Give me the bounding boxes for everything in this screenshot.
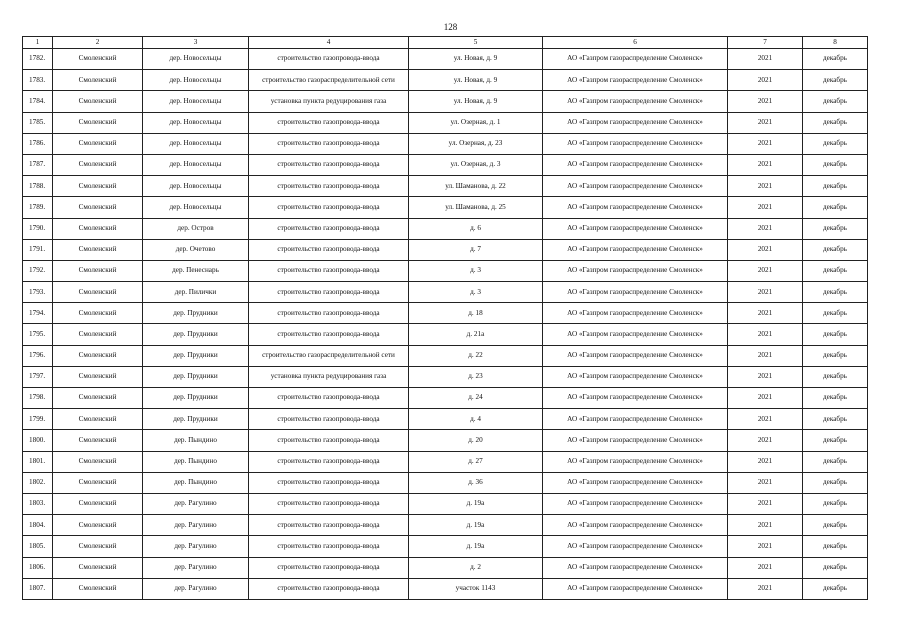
district-cell: Смоленский xyxy=(53,91,143,112)
year-cell: 2021 xyxy=(728,536,803,557)
table-row xyxy=(23,176,868,197)
address-cell: д. 20 xyxy=(409,430,543,451)
year-cell: 2021 xyxy=(728,557,803,578)
month-cell: декабрь xyxy=(803,536,868,557)
year-cell: 2021 xyxy=(728,472,803,493)
address-cell: ул. Озерная, д. 1 xyxy=(409,112,543,133)
table-row xyxy=(23,409,868,430)
district-cell: Смоленский xyxy=(53,133,143,154)
district-cell: Смоленский xyxy=(53,112,143,133)
district-cell: Смоленский xyxy=(53,303,143,324)
organization-cell: АО «Газпром газораспределение Смоленск» xyxy=(543,133,728,154)
district-cell: Смоленский xyxy=(53,282,143,303)
row-number-cell: 1789. xyxy=(23,197,53,218)
table-row xyxy=(23,472,868,493)
organization-cell: АО «Газпром газораспределение Смоленск» xyxy=(543,324,728,345)
year-cell: 2021 xyxy=(728,515,803,536)
row-number-cell: 1801. xyxy=(23,451,53,472)
address-cell: д. 22 xyxy=(409,345,543,366)
row-number-cell: 1798. xyxy=(23,388,53,409)
row-number-cell: 1784. xyxy=(23,91,53,112)
month-cell: декабрь xyxy=(803,366,868,387)
month-cell: декабрь xyxy=(803,112,868,133)
year-cell: 2021 xyxy=(728,239,803,260)
organization-cell: АО «Газпром газораспределение Смоленск» xyxy=(543,345,728,366)
table-row xyxy=(23,366,868,387)
year-cell: 2021 xyxy=(728,49,803,70)
settlement-cell: дер. Пилички xyxy=(143,282,249,303)
organization-cell: АО «Газпром газораспределение Смоленск» xyxy=(543,409,728,430)
organization-cell: АО «Газпром газораспределение Смоленск» xyxy=(543,282,728,303)
work-type-cell: строительство газопровода-ввода xyxy=(249,197,409,218)
work-type-cell: строительство газопровода-ввода xyxy=(249,282,409,303)
row-number-cell: 1794. xyxy=(23,303,53,324)
year-cell: 2021 xyxy=(728,176,803,197)
month-cell: декабрь xyxy=(803,345,868,366)
district-cell: Смоленский xyxy=(53,70,143,91)
settlement-cell: дер. Пындино xyxy=(143,451,249,472)
organization-cell: АО «Газпром газораспределение Смоленск» xyxy=(543,112,728,133)
settlement-cell: дер. Остров xyxy=(143,218,249,239)
organization-cell: АО «Газпром газораспределение Смоленск» xyxy=(543,578,728,599)
address-cell: ул. Шаманова, д. 25 xyxy=(409,197,543,218)
organization-cell: АО «Газпром газораспределение Смоленск» xyxy=(543,388,728,409)
work-type-cell: строительство газопровода-ввода xyxy=(249,239,409,260)
address-cell: участок 1143 xyxy=(409,578,543,599)
year-cell: 2021 xyxy=(728,218,803,239)
month-cell: декабрь xyxy=(803,91,868,112)
work-type-cell: строительство газопровода-ввода xyxy=(249,154,409,175)
table-row xyxy=(23,578,868,599)
month-cell: декабрь xyxy=(803,409,868,430)
row-number-cell: 1806. xyxy=(23,557,53,578)
table-row xyxy=(23,345,868,366)
month-cell: декабрь xyxy=(803,557,868,578)
work-type-cell: строительство газопровода-ввода xyxy=(249,112,409,133)
organization-cell: АО «Газпром газораспределение Смоленск» xyxy=(543,366,728,387)
settlement-cell: дер. Пенеснарь xyxy=(143,260,249,281)
page-number: 128 xyxy=(443,22,458,32)
organization-cell: АО «Газпром газораспределение Смоленск» xyxy=(543,70,728,91)
address-cell: д. 7 xyxy=(409,239,543,260)
work-type-cell: строительство газопровода-ввода xyxy=(249,451,409,472)
work-type-cell: строительство газопровода-ввода xyxy=(249,409,409,430)
year-cell: 2021 xyxy=(728,154,803,175)
address-cell: ул. Новая, д. 9 xyxy=(409,91,543,112)
address-cell: ул. Озерная, д. 23 xyxy=(409,133,543,154)
district-cell: Смоленский xyxy=(53,345,143,366)
table-row xyxy=(23,388,868,409)
organization-cell: АО «Газпром газораспределение Смоленск» xyxy=(543,493,728,514)
month-cell: декабрь xyxy=(803,218,868,239)
settlement-cell: дер. Новосельцы xyxy=(143,91,249,112)
settlement-cell: дер. Пындино xyxy=(143,472,249,493)
address-cell: д. 21а xyxy=(409,324,543,345)
district-cell: Смоленский xyxy=(53,239,143,260)
address-cell: д. 3 xyxy=(409,282,543,303)
work-type-cell: установка пункта редуцирования газа xyxy=(249,366,409,387)
year-cell: 2021 xyxy=(728,303,803,324)
address-cell: ул. Новая, д. 9 xyxy=(409,70,543,91)
organization-cell: АО «Газпром газораспределение Смоленск» xyxy=(543,197,728,218)
month-cell: декабрь xyxy=(803,239,868,260)
organization-cell: АО «Газпром газораспределение Смоленск» xyxy=(543,91,728,112)
month-cell: декабрь xyxy=(803,324,868,345)
settlement-cell: дер. Прудники xyxy=(143,388,249,409)
table-row xyxy=(23,324,868,345)
month-cell: декабрь xyxy=(803,282,868,303)
year-cell: 2021 xyxy=(728,409,803,430)
row-number-cell: 1793. xyxy=(23,282,53,303)
month-cell: декабрь xyxy=(803,578,868,599)
settlement-cell: дер. Рагулино xyxy=(143,536,249,557)
table-header-row xyxy=(23,37,868,49)
settlement-cell: дер. Очетово xyxy=(143,239,249,260)
table-row xyxy=(23,197,868,218)
month-cell: декабрь xyxy=(803,493,868,514)
work-type-cell: строительство газопровода-ввода xyxy=(249,260,409,281)
organization-cell: АО «Газпром газораспределение Смоленск» xyxy=(543,49,728,70)
row-number-cell: 1782. xyxy=(23,49,53,70)
table-body xyxy=(23,37,868,600)
table-row xyxy=(23,154,868,175)
column-header-5: 5 xyxy=(409,37,543,49)
year-cell: 2021 xyxy=(728,70,803,91)
address-cell: д. 19а xyxy=(409,536,543,557)
row-number-cell: 1804. xyxy=(23,515,53,536)
organization-cell: АО «Газпром газораспределение Смоленск» xyxy=(543,239,728,260)
work-type-cell: строительство газопровода-ввода xyxy=(249,218,409,239)
table-row xyxy=(23,282,868,303)
row-number-cell: 1783. xyxy=(23,70,53,91)
year-cell: 2021 xyxy=(728,112,803,133)
year-cell: 2021 xyxy=(728,133,803,154)
address-cell: д. 27 xyxy=(409,451,543,472)
address-cell: ул. Озерная, д. 3 xyxy=(409,154,543,175)
table-row xyxy=(23,260,868,281)
table-row xyxy=(23,430,868,451)
organization-cell: АО «Газпром газораспределение Смоленск» xyxy=(543,557,728,578)
organization-cell: АО «Газпром газораспределение Смоленск» xyxy=(543,430,728,451)
month-cell: декабрь xyxy=(803,472,868,493)
address-cell: д. 3 xyxy=(409,260,543,281)
month-cell: декабрь xyxy=(803,430,868,451)
district-cell: Смоленский xyxy=(53,515,143,536)
year-cell: 2021 xyxy=(728,197,803,218)
settlement-cell: дер. Рагулино xyxy=(143,578,249,599)
address-cell: ул. Новая, д. 9 xyxy=(409,49,543,70)
work-type-cell: строительство газопровода-ввода xyxy=(249,472,409,493)
work-type-cell: строительство газопровода-ввода xyxy=(249,557,409,578)
district-cell: Смоленский xyxy=(53,578,143,599)
month-cell: декабрь xyxy=(803,303,868,324)
district-cell: Смоленский xyxy=(53,430,143,451)
work-type-cell: строительство газопровода-ввода xyxy=(249,430,409,451)
row-number-cell: 1792. xyxy=(23,260,53,281)
settlement-cell: дер. Новосельцы xyxy=(143,49,249,70)
year-cell: 2021 xyxy=(728,388,803,409)
row-number-cell: 1807. xyxy=(23,578,53,599)
district-cell: Смоленский xyxy=(53,493,143,514)
settlement-cell: дер. Прудники xyxy=(143,409,249,430)
year-cell: 2021 xyxy=(728,260,803,281)
row-number-cell: 1785. xyxy=(23,112,53,133)
column-header-1: 1 xyxy=(23,37,53,49)
row-number-cell: 1787. xyxy=(23,154,53,175)
address-cell: д. 19а xyxy=(409,493,543,514)
district-cell: Смоленский xyxy=(53,218,143,239)
settlement-cell: дер. Новосельцы xyxy=(143,197,249,218)
table-row xyxy=(23,515,868,536)
column-header-6: 6 xyxy=(543,37,728,49)
settlement-cell: дер. Новосельцы xyxy=(143,133,249,154)
table-row xyxy=(23,303,868,324)
settlement-cell: дер. Новосельцы xyxy=(143,112,249,133)
address-cell: д. 19а xyxy=(409,515,543,536)
month-cell: декабрь xyxy=(803,176,868,197)
table-row xyxy=(23,557,868,578)
year-cell: 2021 xyxy=(728,493,803,514)
table-row xyxy=(23,70,868,91)
work-type-cell: строительство газораспределительной сети xyxy=(249,70,409,91)
month-cell: декабрь xyxy=(803,451,868,472)
year-cell: 2021 xyxy=(728,430,803,451)
month-cell: декабрь xyxy=(803,388,868,409)
table-row xyxy=(23,239,868,260)
month-cell: декабрь xyxy=(803,133,868,154)
work-type-cell: строительство газопровода-ввода xyxy=(249,515,409,536)
settlement-cell: дер. Рагулино xyxy=(143,515,249,536)
table-row xyxy=(23,493,868,514)
organization-cell: АО «Газпром газораспределение Смоленск» xyxy=(543,451,728,472)
district-cell: Смоленский xyxy=(53,260,143,281)
settlement-cell: дер. Новосельцы xyxy=(143,154,249,175)
address-cell: д. 24 xyxy=(409,388,543,409)
address-cell: д. 18 xyxy=(409,303,543,324)
column-header-2: 2 xyxy=(53,37,143,49)
row-number-cell: 1800. xyxy=(23,430,53,451)
organization-cell: АО «Газпром газораспределение Смоленск» xyxy=(543,515,728,536)
settlement-cell: дер. Рагулино xyxy=(143,493,249,514)
month-cell: декабрь xyxy=(803,260,868,281)
year-cell: 2021 xyxy=(728,578,803,599)
row-number-cell: 1795. xyxy=(23,324,53,345)
row-number-cell: 1803. xyxy=(23,493,53,514)
district-cell: Смоленский xyxy=(53,557,143,578)
work-type-cell: строительство газопровода-ввода xyxy=(249,388,409,409)
work-type-cell: строительство газопровода-ввода xyxy=(249,176,409,197)
year-cell: 2021 xyxy=(728,366,803,387)
district-cell: Смоленский xyxy=(53,324,143,345)
settlement-cell: дер. Прудники xyxy=(143,303,249,324)
month-cell: декабрь xyxy=(803,197,868,218)
work-type-cell: строительство газопровода-ввода xyxy=(249,536,409,557)
organization-cell: АО «Газпром газораспределение Смоленск» xyxy=(543,218,728,239)
settlement-cell: дер. Рагулино xyxy=(143,557,249,578)
work-type-cell: строительство газопровода-ввода xyxy=(249,493,409,514)
organization-cell: АО «Газпром газораспределение Смоленск» xyxy=(543,472,728,493)
district-cell: Смоленский xyxy=(53,49,143,70)
organization-cell: АО «Газпром газораспределение Смоленск» xyxy=(543,154,728,175)
settlement-cell: дер. Прудники xyxy=(143,324,249,345)
year-cell: 2021 xyxy=(728,91,803,112)
month-cell: декабрь xyxy=(803,154,868,175)
address-cell: д. 36 xyxy=(409,472,543,493)
district-cell: Смоленский xyxy=(53,154,143,175)
row-number-cell: 1802. xyxy=(23,472,53,493)
row-number-cell: 1791. xyxy=(23,239,53,260)
row-number-cell: 1797. xyxy=(23,366,53,387)
settlement-cell: дер. Пындино xyxy=(143,430,249,451)
table-row xyxy=(23,133,868,154)
row-number-cell: 1799. xyxy=(23,409,53,430)
column-header-8: 8 xyxy=(803,37,868,49)
year-cell: 2021 xyxy=(728,451,803,472)
table-row xyxy=(23,49,868,70)
year-cell: 2021 xyxy=(728,282,803,303)
organization-cell: АО «Газпром газораспределение Смоленск» xyxy=(543,176,728,197)
month-cell: декабрь xyxy=(803,70,868,91)
settlement-cell: дер. Прудники xyxy=(143,345,249,366)
address-cell: д. 4 xyxy=(409,409,543,430)
table-row xyxy=(23,536,868,557)
work-type-cell: установка пункта редуцирования газа xyxy=(249,91,409,112)
settlement-cell: дер. Прудники xyxy=(143,366,249,387)
address-cell: д. 6 xyxy=(409,218,543,239)
table-row xyxy=(23,451,868,472)
district-cell: Смоленский xyxy=(53,451,143,472)
district-cell: Смоленский xyxy=(53,536,143,557)
work-type-cell: строительство газопровода-ввода xyxy=(249,578,409,599)
district-cell: Смоленский xyxy=(53,472,143,493)
row-number-cell: 1790. xyxy=(23,218,53,239)
column-header-4: 4 xyxy=(249,37,409,49)
district-cell: Смоленский xyxy=(53,176,143,197)
table-row xyxy=(23,218,868,239)
organization-cell: АО «Газпром газораспределение Смоленск» xyxy=(543,536,728,557)
year-cell: 2021 xyxy=(728,324,803,345)
row-number-cell: 1796. xyxy=(23,345,53,366)
organization-cell: АО «Газпром газораспределение Смоленск» xyxy=(543,260,728,281)
district-cell: Смоленский xyxy=(53,366,143,387)
table-row xyxy=(23,112,868,133)
address-cell: ул. Шаманова, д. 22 xyxy=(409,176,543,197)
work-type-cell: строительство газопровода-ввода xyxy=(249,133,409,154)
district-cell: Смоленский xyxy=(53,409,143,430)
schedule-table xyxy=(22,36,868,600)
column-header-7: 7 xyxy=(728,37,803,49)
column-header-3: 3 xyxy=(143,37,249,49)
table-row xyxy=(23,91,868,112)
address-cell: д. 23 xyxy=(409,366,543,387)
row-number-cell: 1786. xyxy=(23,133,53,154)
month-cell: декабрь xyxy=(803,515,868,536)
year-cell: 2021 xyxy=(728,345,803,366)
district-cell: Смоленский xyxy=(53,388,143,409)
settlement-cell: дер. Новосельцы xyxy=(143,70,249,91)
district-cell: Смоленский xyxy=(53,197,143,218)
address-cell: д. 2 xyxy=(409,557,543,578)
organization-cell: АО «Газпром газораспределение Смоленск» xyxy=(543,303,728,324)
work-type-cell: строительство газопровода-ввода xyxy=(249,324,409,345)
work-type-cell: строительство газопровода-ввода xyxy=(249,303,409,324)
work-type-cell: строительство газопровода-ввода xyxy=(249,49,409,70)
work-type-cell: строительство газораспределительной сети xyxy=(249,345,409,366)
row-number-cell: 1805. xyxy=(23,536,53,557)
row-number-cell: 1788. xyxy=(23,176,53,197)
settlement-cell: дер. Новосельцы xyxy=(143,176,249,197)
month-cell: декабрь xyxy=(803,49,868,70)
